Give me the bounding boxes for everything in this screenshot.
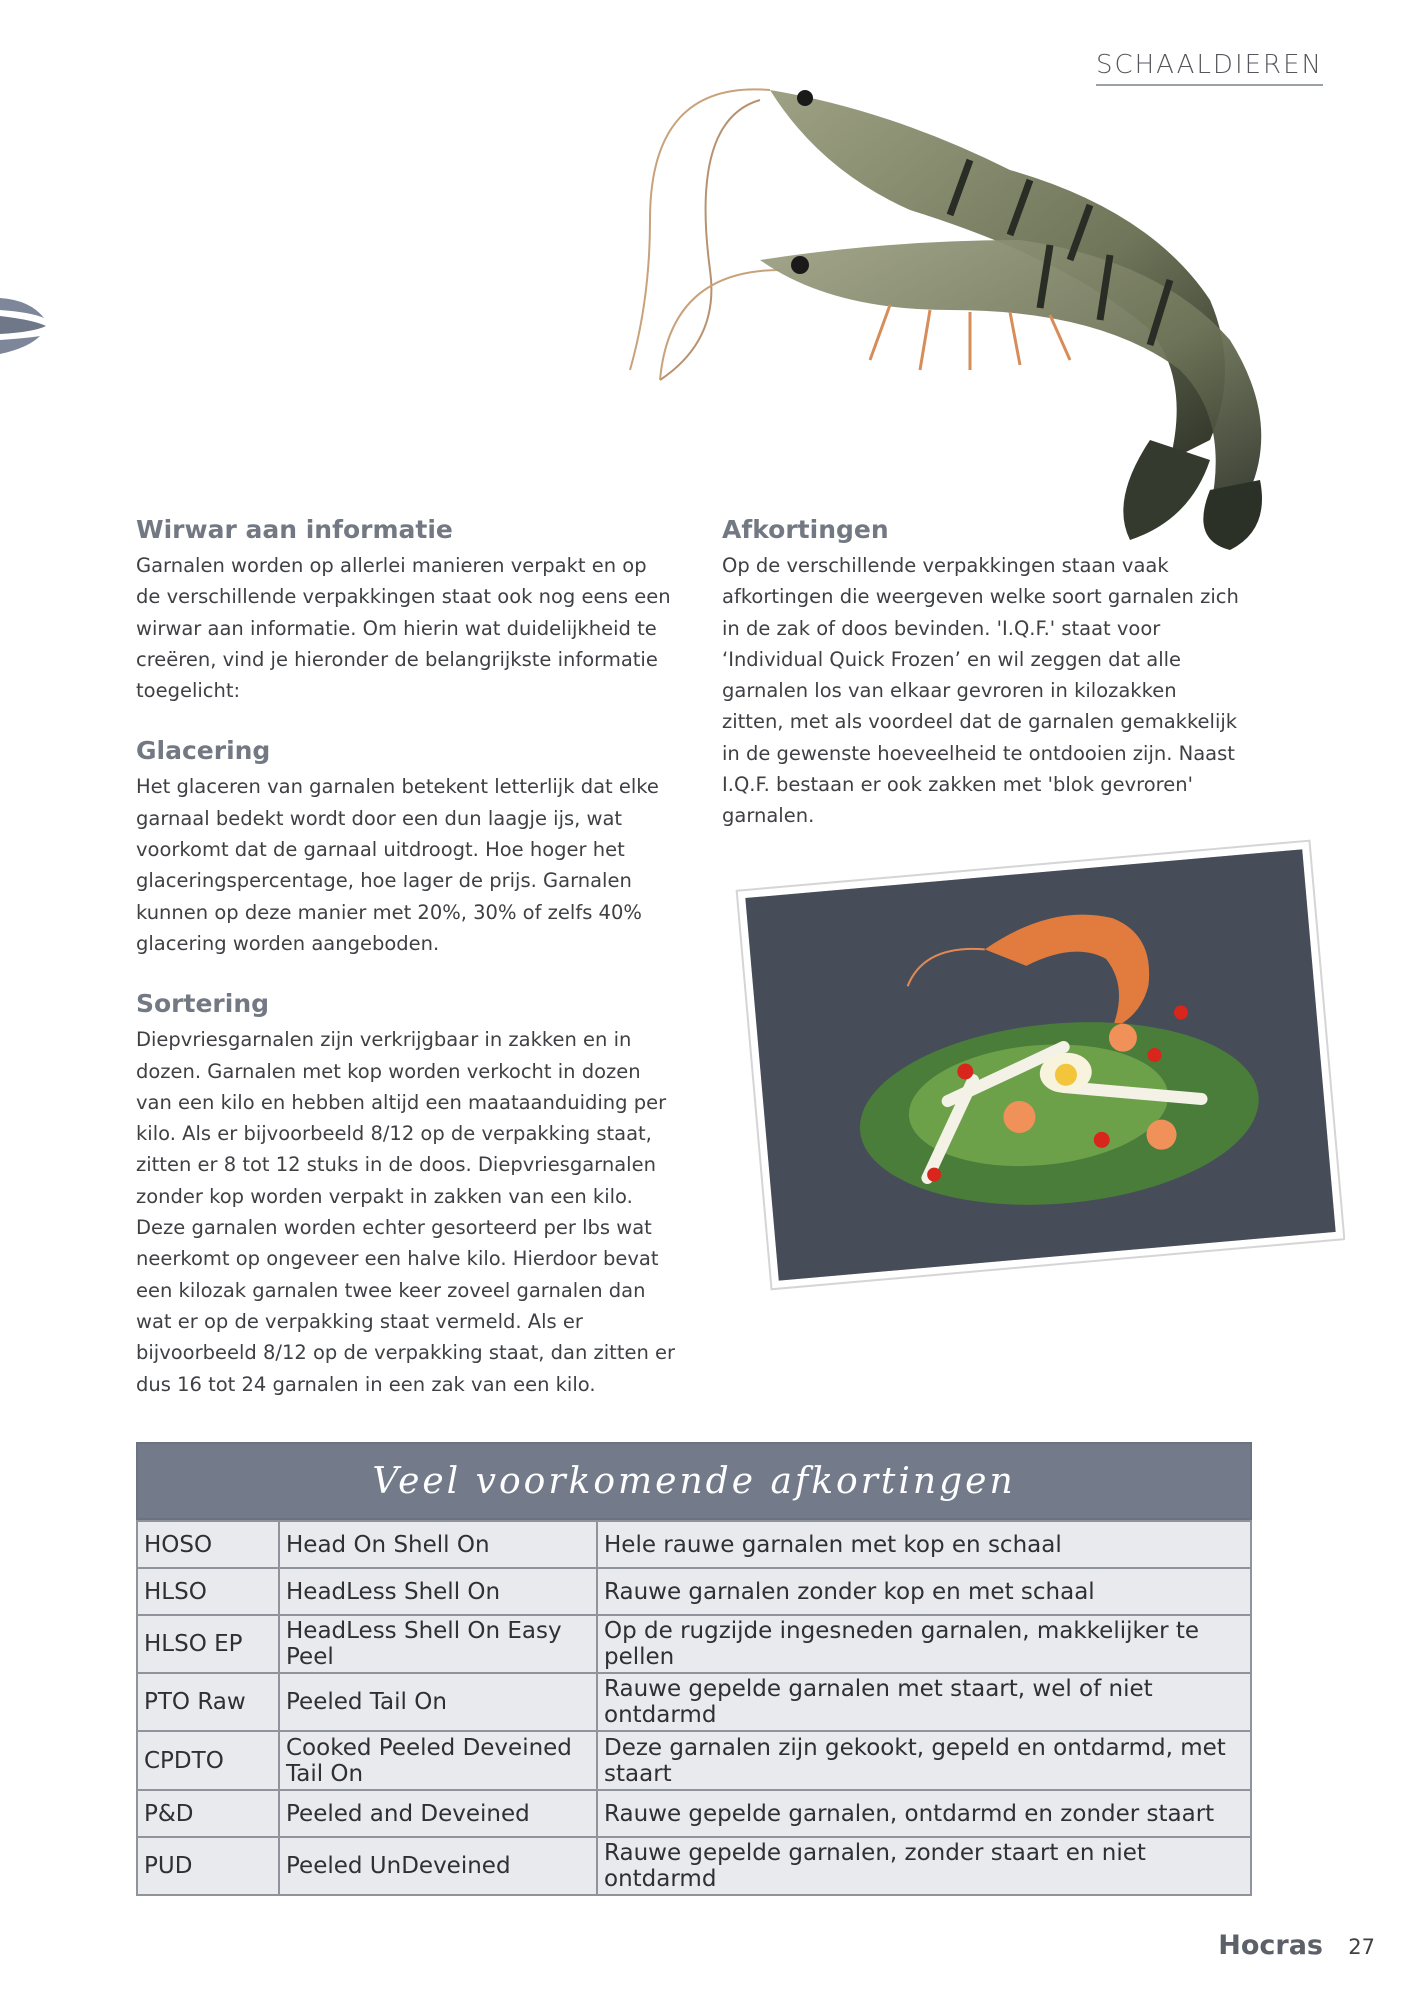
- full-name-cell: Peeled and Deveined: [279, 1790, 597, 1837]
- text-afkortingen: Op de verschillende verpakkingen staan vaak afkortingen die weergeven welke soort garnalen zich in de zak of doos bevinden. 'I.Q.F.' staat voor ‘Individual Quick Frozen’ en wil zeggen dat alle garnalen los van elkaar gevroren in kilozakken zitten, met als voordeel dat de garnalen gemakkelijk in de gewenste hoeveelheid te ontdooien zijn. Naast I.Q.F. bestaan er ook zakken met 'blok gevroren' garnalen.: [722, 554, 1239, 828]
- full-name-cell: Head On Shell On: [279, 1521, 597, 1568]
- table-row: [137, 1673, 1251, 1731]
- brand-logo: Hocras: [1218, 1930, 1323, 1961]
- text-sortering: Diepvriesgarnalen zijn verkrijgbaar in zakken en in dozen. Garnalen met kop worden verkocht in dozen van een kilo en hebben altijd een maataanduiding per kilo. Als er bijvoorbeeld 8/12 op de verpakking staat, zitten er 8 tot 12 stuks in de doos. Diepvriesgarnalen zonder kop worden verpakt in zakken van een kilo. Deze garnalen worden echter gesorteerd per lbs wat neerkomt op ongeveer een halve kilo. Hierdoor bevat een kilozak garnalen twee keer zoveel garnalen dan wat er op de verpakking staat vermeld. Als er bijvoorbeeld 8/12 op de verpakking staat, dan zitten er dus 16 tot 24 garnalen in een zak van een kilo.: [136, 1028, 676, 1396]
- full-name-cell: Peeled UnDeveined: [279, 1837, 597, 1895]
- text-glacering: Het glaceren van garnalen betekent letterlijk dat elke garnaal bedekt wordt door een dun laagje ijs, wat voorkomt dat de garnaal uitdroogt. Hoe hoger het glaceringspercentage, hoe lager de prijs. Garnalen kunnen op deze manier met 20%, 30% of zelfs 40% glacering worden aangeboden.: [136, 775, 659, 955]
- description-cell: Rauwe gepelde garnalen, zonder staart en niet ontdarmd: [597, 1837, 1251, 1895]
- full-name-cell: Peeled Tail On: [279, 1673, 597, 1731]
- table-row: [137, 1731, 1251, 1790]
- description-cell: Op de rugzijde ingesneden garnalen, makkelijker te pellen: [597, 1615, 1251, 1673]
- table-row: [137, 1790, 1251, 1837]
- description-cell: Hele rauwe garnalen met kop en schaal: [597, 1521, 1251, 1568]
- table-title: Veel voorkomende afkortingen: [136, 1442, 1252, 1520]
- left-column: [136, 515, 676, 1430]
- description-cell: Deze garnalen zijn gekookt, gepeld en ontdarmd, met staart: [597, 1731, 1251, 1790]
- abbreviation-cell: PUD: [137, 1837, 279, 1895]
- heading-wirwar: Wirwar aan informatie: [136, 515, 453, 544]
- page-number: 27: [1348, 1935, 1375, 1959]
- right-column: [722, 515, 1242, 862]
- abbreviation-cell: PTO Raw: [137, 1673, 279, 1731]
- table-row: [137, 1568, 1251, 1615]
- abbreviation-cell: HLSO EP: [137, 1615, 279, 1673]
- description-cell: Rauwe gepelde garnalen, ontdarmd en zonder staart: [597, 1790, 1251, 1837]
- heading-afkortingen: Afkortingen: [722, 515, 889, 544]
- table-body: [137, 1521, 1251, 1895]
- table-row: [137, 1837, 1251, 1895]
- tiger-prawns-photo: [590, 40, 1360, 560]
- text-wirwar: Garnalen worden op allerlei manieren verpakt en op de verschillende verpakkingen staat ook nog eens een wirwar aan informatie. Om hierin wat duidelijkheid te creëren, vind je hieronder de belangrijkste informatie toegelicht:: [136, 554, 671, 703]
- description-cell: Rauwe garnalen zonder kop en met schaal: [597, 1568, 1251, 1615]
- table-row: [137, 1521, 1251, 1568]
- abbreviation-cell: HLSO: [137, 1568, 279, 1615]
- full-name-cell: HeadLess Shell On: [279, 1568, 597, 1615]
- table-row: [137, 1615, 1251, 1673]
- abbreviation-cell: CPDTO: [137, 1731, 279, 1790]
- description-cell: Rauwe gepelde garnalen met staart, wel of niet ontdarmd: [597, 1673, 1251, 1731]
- fish-decoration-icon: [0, 290, 50, 360]
- full-name-cell: Cooked Peeled Deveined Tail On: [279, 1731, 597, 1790]
- section-label: SCHAALDIEREN: [1096, 50, 1323, 86]
- abbreviation-cell: P&D: [137, 1790, 279, 1837]
- heading-sortering: Sortering: [136, 989, 270, 1019]
- heading-glacering: Glacering: [136, 736, 271, 766]
- abbreviations-table: [136, 1442, 1252, 1896]
- shrimp-salad-photo: [735, 815, 1345, 1315]
- abbreviation-cell: HOSO: [137, 1521, 279, 1568]
- full-name-cell: HeadLess Shell On Easy Peel: [279, 1615, 597, 1673]
